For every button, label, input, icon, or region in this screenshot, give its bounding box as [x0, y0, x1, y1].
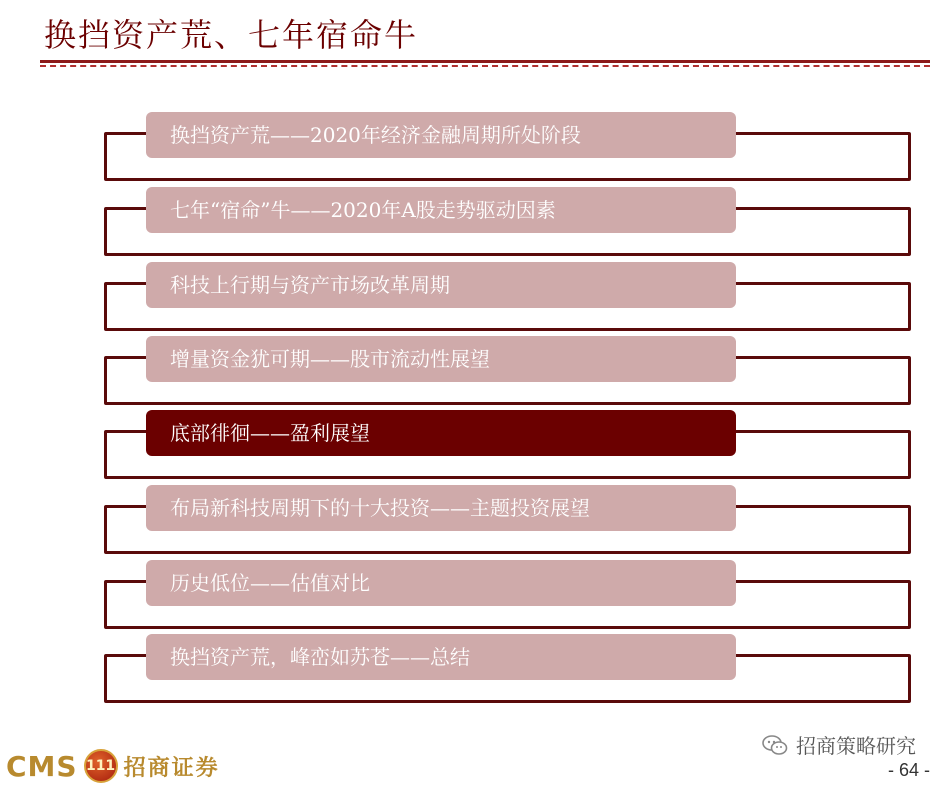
toc-item-active[interactable]	[0, 410, 946, 485]
toc-item[interactable]	[0, 634, 946, 709]
toc-item[interactable]	[0, 112, 946, 187]
company-name: 招商证券	[123, 754, 220, 781]
wechat-account	[762, 730, 916, 759]
company-logo	[6, 748, 220, 784]
slide-title: 换挡资产荒、七年宿命牛	[44, 16, 419, 54]
toc-item-label[interactable]: 历史低位——估值对比	[146, 560, 736, 606]
toc-item[interactable]	[0, 187, 946, 262]
toc-item[interactable]	[0, 336, 946, 411]
toc-item[interactable]	[0, 560, 946, 635]
toc-item-label[interactable]: 七年“宿命”牛——2020年A股走势驱动因素	[146, 187, 736, 233]
page-number: - 64 -	[887, 760, 930, 780]
toc-item-label[interactable]: 科技上行期与资产市场改革周期	[146, 262, 736, 308]
toc-item-label[interactable]: 底部徘徊——盈利展望	[146, 410, 736, 456]
toc-item-label[interactable]: 换挡资产荒——2020年经济金融周期所处阶段	[146, 112, 736, 158]
wechat-account-name: 招商策略研究	[796, 734, 916, 758]
toc-item[interactable]	[0, 485, 946, 560]
brand-text: CMS	[6, 749, 78, 783]
title-rule-dashed	[40, 65, 930, 67]
title-rule	[40, 60, 930, 63]
emblem-icon: 111	[84, 749, 118, 783]
toc-item-label[interactable]: 增量资金犹可期——股市流动性展望	[146, 336, 736, 382]
toc-item-label[interactable]: 换挡资产荒，峰峦如苏苍——总结	[146, 634, 736, 680]
toc-item-label[interactable]: 布局新科技周期下的十大投资——主题投资展望	[146, 485, 736, 531]
toc-item[interactable]	[0, 262, 946, 337]
wechat-icon	[762, 734, 788, 756]
